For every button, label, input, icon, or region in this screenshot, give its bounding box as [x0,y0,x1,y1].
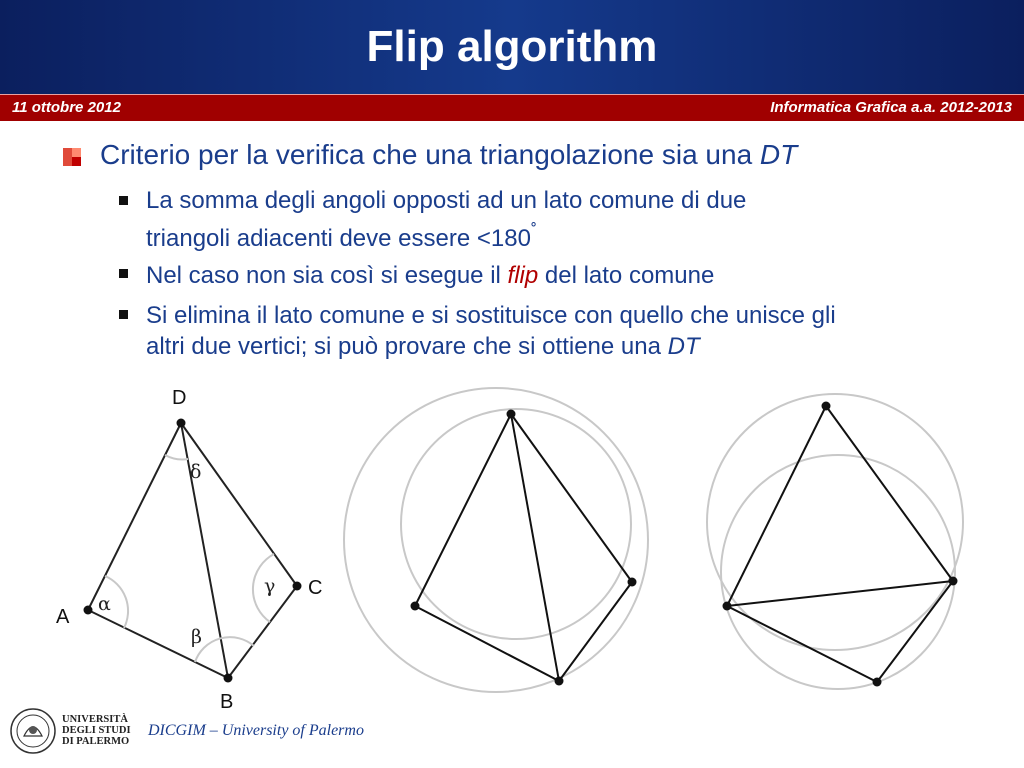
label-C: C [308,577,323,599]
vertex-C [293,582,302,591]
sub-point-3-line1: Si elimina il lato comune e si sostituisce con quello che unisce gli [146,302,836,329]
slide-date: 11 ottobre 2012 [12,99,121,116]
edge-AD [88,423,181,610]
arc-delta [165,455,188,459]
vertex-D [177,419,186,428]
flip-emph: flip [507,262,539,289]
sub-point-2-after: del lato comune [538,262,715,289]
label-delta: δ [190,461,202,483]
label-beta: β [191,626,202,648]
sub-point-1-line1: La somma degli angoli opposti ad un lato comune di due [146,187,747,214]
sub-point-3-line2-text: altri due vertici; si può provare che si ottiene una [146,333,668,360]
circumcircle-3 [707,394,963,650]
logo-line-2: DEGLI STUDI [62,725,131,736]
delaunay-figure [707,394,963,689]
main-point-emph: DT [759,139,798,170]
label-D: D [172,387,187,409]
edge-DB [181,423,228,678]
vertex-B [224,674,233,683]
vertex-A [84,606,93,615]
sub-point-1-line2-text: triangoli adiacenti deve essere <180 [146,225,531,252]
circumcircle-4 [721,455,955,689]
sub-point-2-before: Nel caso non sia così si esegue il [146,262,508,289]
university-logo-text [62,714,131,747]
logo-line-1: UNIVERSITÀ [62,714,128,725]
label-A: A [56,606,70,628]
slide-title: Flip algorithm [366,22,658,71]
non-delaunay-figure [344,388,648,692]
footer-affiliation: DICGIM – University of Palermo [148,722,364,739]
label-alpha: α [98,593,111,615]
label-B: B [220,691,234,713]
main-point-text: Criterio per la verifica che una triangolazione sia una [100,139,760,170]
edge-CB [228,586,297,678]
logo-line-3: DI PALERMO [62,736,130,747]
sub-point-3-emph: DT [667,333,700,360]
label-gamma: γ [264,575,276,597]
university-seal-icon [8,706,58,756]
edge-DC [181,423,297,586]
course-name: Informatica Grafica a.a. 2012-2013 [770,99,1012,116]
degree-symbol: ˚ [530,221,537,241]
